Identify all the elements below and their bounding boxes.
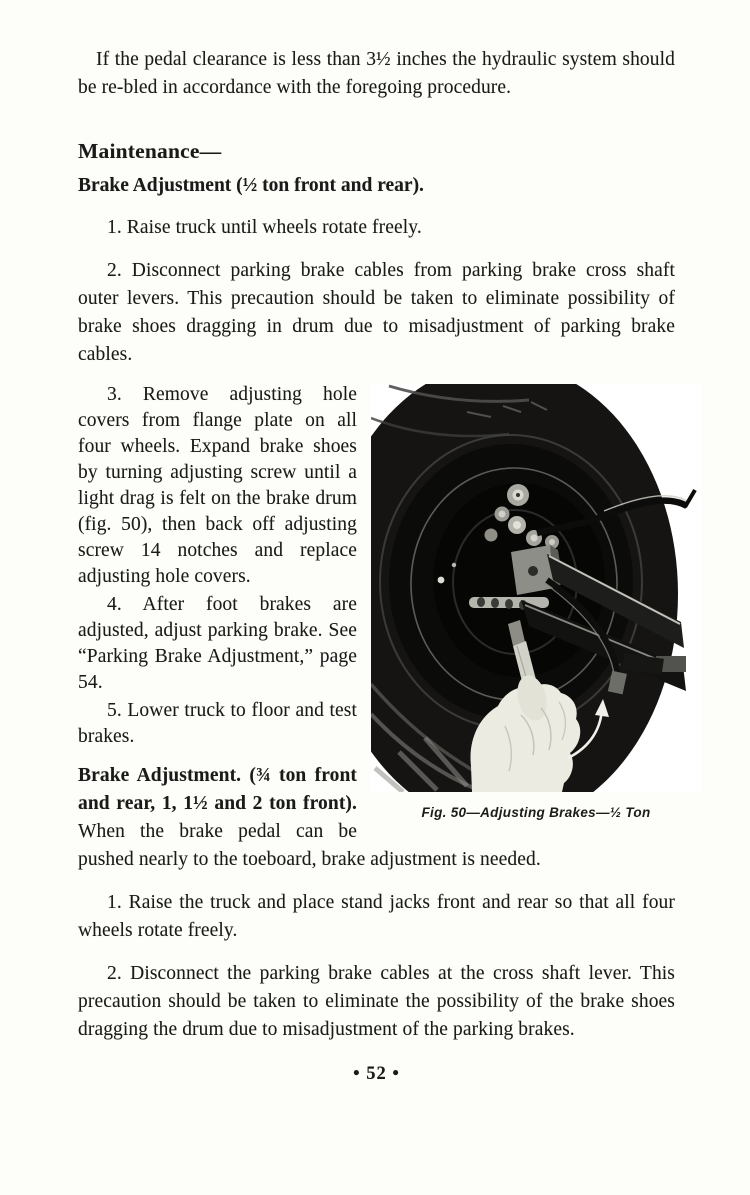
larger-tons-heading-text: When the brake pedal can be pushed nearly to the toeboard, brake adjustment is needed. bbox=[78, 821, 541, 870]
larger-tons-step-2: 2. Disconnect the parking brake cables at the cross shaft lever. This precaution should be taken to eliminate the possibility of the brake shoes dragging the drum due to misadjustment of the parking brakes. bbox=[78, 963, 675, 1040]
maintenance-heading: Maintenance— bbox=[78, 139, 222, 163]
figure-50 bbox=[371, 384, 701, 846]
intro-paragraph: If the pedal clearance is less than 3½ inches the hydraulic system should be re-bled in accordance with the foregoing procedure. bbox=[78, 49, 675, 98]
figure-caption: Fig. 50—Adjusting Brakes—½ Ton bbox=[421, 805, 651, 820]
half-ton-brake-adjustment-heading: Brake Adjustment (½ ton front and rear). bbox=[78, 175, 424, 196]
larger-tons-heading: Brake Adjustment. (¾ ton front and rear, 1, 1½ and 2 ton front). bbox=[78, 765, 357, 814]
half-ton-step-4: 4. After foot brakes are adjusted, adjust parking brake. See “Parking Brake Adjustment,” page 54. bbox=[78, 594, 357, 693]
larger-tons-step-1: 1. Raise the truck and place stand jacks front and rear so that all four wheels rotate freely. bbox=[78, 892, 675, 941]
page-number: • 52 • bbox=[353, 1064, 400, 1084]
figure-and-text-section bbox=[78, 382, 675, 1044]
half-ton-step-3: 3. Remove adjusting hole covers from flange plate on all four wheels. Expand brake shoes by turning adjusting screw until a light drag is felt on the brake drum (fig. 50), then back off adjusting screw 14 notches and replace adjusting hole covers. bbox=[78, 384, 357, 587]
half-ton-step-5: 5. Lower truck to floor and test brakes. bbox=[78, 700, 357, 747]
brake-adjustment-photo bbox=[371, 384, 701, 792]
half-ton-step-1: 1. Raise truck until wheels rotate freely. bbox=[107, 217, 422, 238]
half-ton-step-2: 2. Disconnect parking brake cables from parking brake cross shaft outer levers. This precaution should be taken to eliminate possibility of brake shoes dragging in drum due to misadjustment of parking brake cables. bbox=[78, 260, 675, 365]
